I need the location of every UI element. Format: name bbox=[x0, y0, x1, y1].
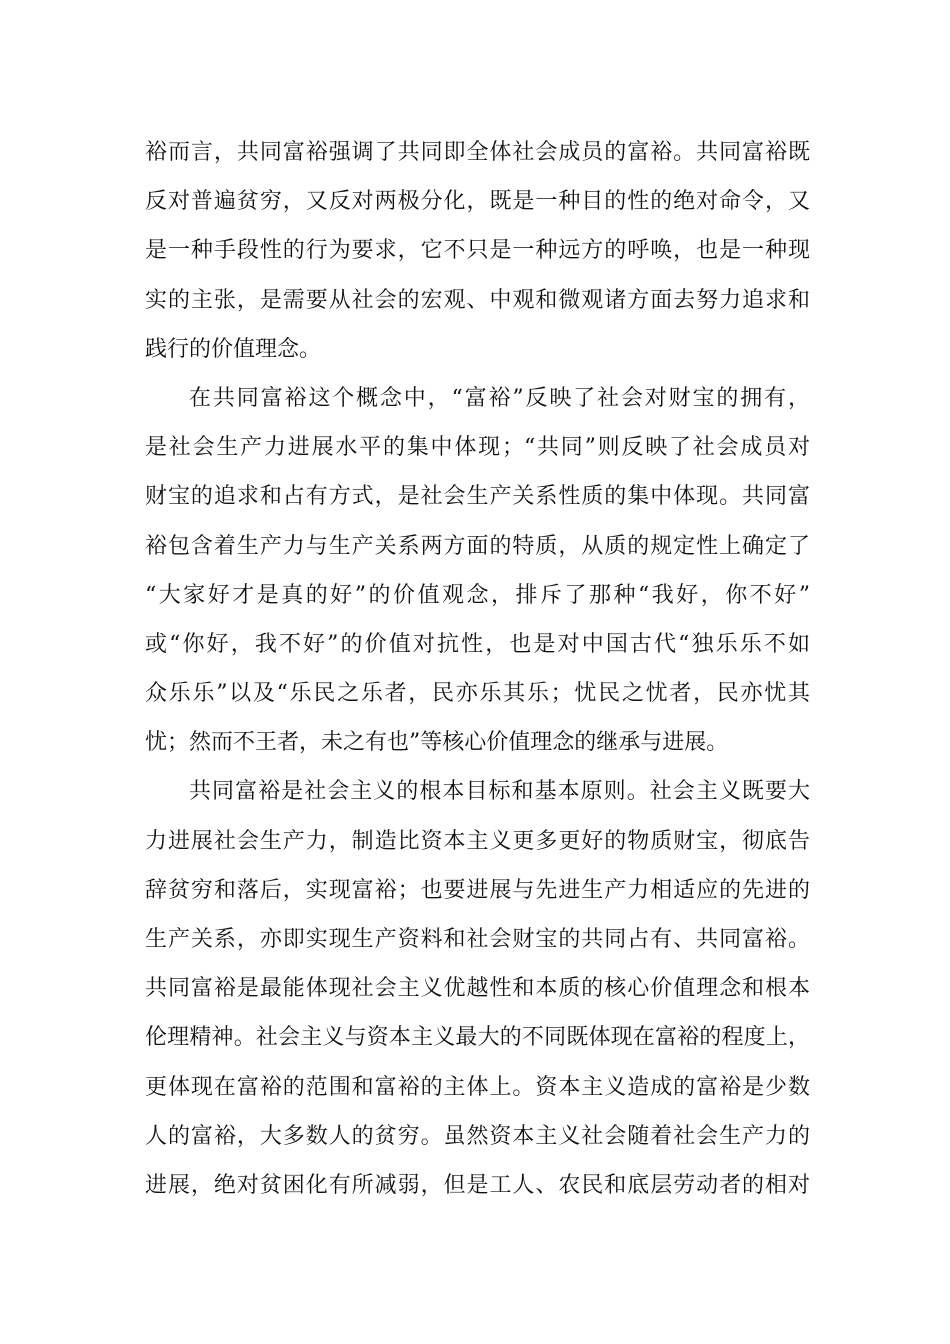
text-line: 人的富裕，大多数人的贫穷。虽然资本主义社会随着社会生产力的 bbox=[145, 1123, 810, 1149]
text-line: 辞贫穷和落后，实现富裕；也要进展与先进生产力相适应的先进的 bbox=[145, 877, 810, 903]
paragraph bbox=[145, 767, 810, 1210]
text-line: 力进展社会生产力，制造比资本主义更多更好的物质财宝，彻底告 bbox=[145, 828, 810, 854]
text-line: 裕包含着生产力与生产关系两方面的特质，从质的规定性上确定了 bbox=[145, 533, 810, 559]
text-line: 是社会生产力进展水平的集中体现；“共同”则反映了社会成员对 bbox=[145, 435, 810, 461]
text-line: 众乐乐”以及“乐民之乐者，民亦乐其乐；忧民之忧者，民亦忧其 bbox=[145, 681, 810, 707]
text-line: 进展，绝对贫困化有所减弱，但是工人、农民和底层劳动者的相对 bbox=[145, 1172, 810, 1198]
text-line: 共同富裕是最能体现社会主义优越性和本质的核心价值理念和根本 bbox=[145, 976, 810, 1002]
text-line: 践行的价值理念。 bbox=[145, 336, 322, 362]
paragraph bbox=[145, 128, 810, 374]
text-line: 伦理精神。社会主义与资本主义最大的不同既体现在富裕的程度上， bbox=[145, 1025, 810, 1051]
text-line: 实的主张，是需要从社会的宏观、中观和微观诸方面去努力追求和 bbox=[145, 287, 810, 313]
text-line: 在共同富裕这个概念中，“富裕”反映了社会对财宝的拥有， bbox=[189, 385, 810, 411]
text-line: 财宝的追求和占有方式，是社会生产关系性质的集中体现。共同富 bbox=[145, 484, 810, 510]
text-line: “大家好才是真的好”的价值观念，排斥了那种“我好，你不好” bbox=[145, 582, 810, 608]
text-line: 生产关系，亦即实现生产资料和社会财宝的共同占有、共同富裕。 bbox=[145, 927, 810, 952]
text-line: 或“你好，我不好”的价值对抗性，也是对中国古代“独乐乐不如 bbox=[145, 631, 810, 657]
text-line: 共同富裕是社会主义的根本目标和基本原则。社会主义既要大 bbox=[189, 779, 810, 805]
paragraph bbox=[145, 374, 810, 768]
text-line: 更体现在富裕的范围和富裕的主体上。资本主义造成的富裕是少数 bbox=[145, 1074, 810, 1100]
text-line: 裕而言，共同富裕强调了共同即全体社会成员的富裕。共同富裕既 bbox=[145, 140, 810, 165]
text-line: 是一种手段性的行为要求，它不只是一种远方的呼唤，也是一种现 bbox=[145, 238, 810, 264]
body-text bbox=[145, 128, 810, 1210]
text-line: 忧；然而不王者，未之有也”等核心价值理念的继承与进展。 bbox=[145, 730, 729, 756]
text-line: 反对普遍贫穷，又反对两极分化，既是一种目的性的绝对命令，又 bbox=[145, 189, 810, 215]
